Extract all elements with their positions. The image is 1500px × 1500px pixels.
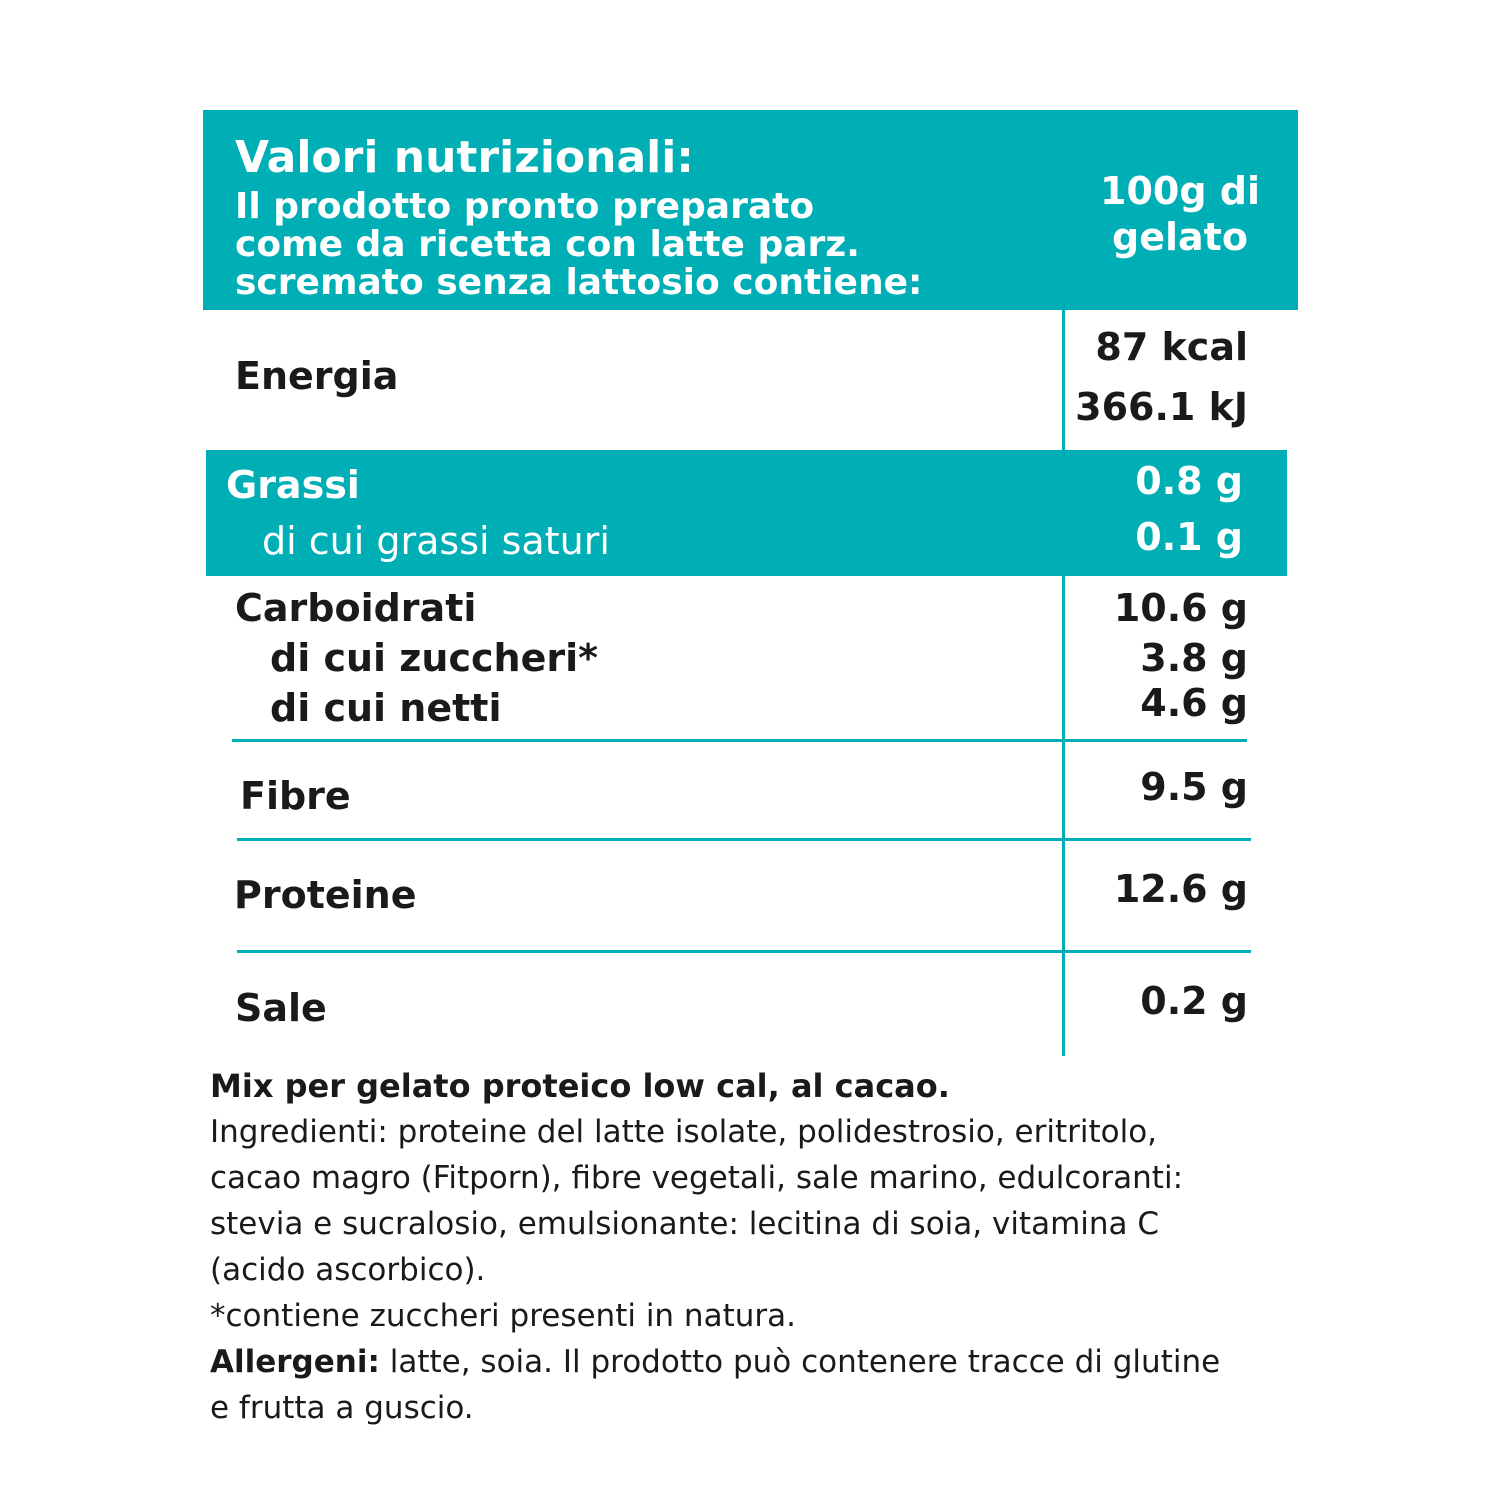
- allergens-label: Allergeni:: [210, 1344, 380, 1380]
- column-divider: [1062, 110, 1065, 1056]
- label-proteine: Proteine: [234, 873, 417, 917]
- row-divider: [237, 950, 1251, 953]
- label-grassi-saturi: di cui grassi saturi: [262, 519, 610, 563]
- value-energia-kj: 366.1 kJ: [1075, 385, 1248, 429]
- table-subtitle-3: scremato senza lattosio contiene:: [235, 262, 923, 303]
- label-fibre: Fibre: [240, 774, 351, 818]
- value-netti: 4.6 g: [1140, 681, 1248, 725]
- value-zuccheri: 3.8 g: [1140, 636, 1248, 680]
- allergens-line: [210, 1339, 1290, 1385]
- label-energia: Energia: [235, 354, 399, 398]
- table-title: Valori nutrizionali:: [235, 132, 694, 183]
- product-name: Mix per gelato proteico low cal, al cacao.: [210, 1067, 950, 1105]
- allergens-text: latte, soia. Il prodotto può contenere tracce di glutine: [379, 1344, 1221, 1380]
- value-carboidrati: 10.6 g: [1113, 586, 1248, 630]
- label-sale: Sale: [235, 986, 327, 1030]
- ingredients-line-4: (acido ascorbico).: [210, 1252, 486, 1288]
- value-sale: 0.2 g: [1140, 979, 1248, 1023]
- value-proteine: 12.6 g: [1113, 867, 1248, 911]
- ingredients-line-3: stevia e sucralosio, emulsionante: lecitina di soia, vitamina C: [210, 1206, 1160, 1242]
- value-grassi: 0.8 g: [1135, 459, 1243, 503]
- allergens-line-2: e frutta a guscio.: [210, 1390, 474, 1426]
- value-energia-kcal: 87 kcal: [1095, 325, 1248, 369]
- label-netti: di cui netti: [270, 686, 502, 730]
- label-carboidrati: Carboidrati: [235, 586, 477, 630]
- per-serving-1: 100g di: [1100, 169, 1260, 213]
- value-grassi-saturi: 0.1 g: [1135, 515, 1243, 559]
- label-grassi: Grassi: [226, 463, 360, 507]
- label-zuccheri: di cui zuccheri*: [270, 636, 598, 680]
- value-fibre: 9.5 g: [1140, 765, 1248, 809]
- ingredients-line-2: cacao magro (Fitporn), fibre vegetali, sale marino, edulcoranti:: [210, 1160, 1184, 1196]
- table-subtitle-1: Il prodotto pronto preparato: [235, 186, 815, 227]
- table-subtitle-2: come da ricetta con latte parz.: [235, 224, 860, 265]
- row-divider: [237, 838, 1251, 841]
- row-divider: [232, 739, 1247, 742]
- per-serving-2: gelato: [1112, 215, 1248, 259]
- sugar-note: *contiene zuccheri presenti in natura.: [210, 1298, 796, 1334]
- ingredients-line-1: Ingredienti: proteine del latte isolate, polidestrosio, eritritolo,: [210, 1114, 1158, 1150]
